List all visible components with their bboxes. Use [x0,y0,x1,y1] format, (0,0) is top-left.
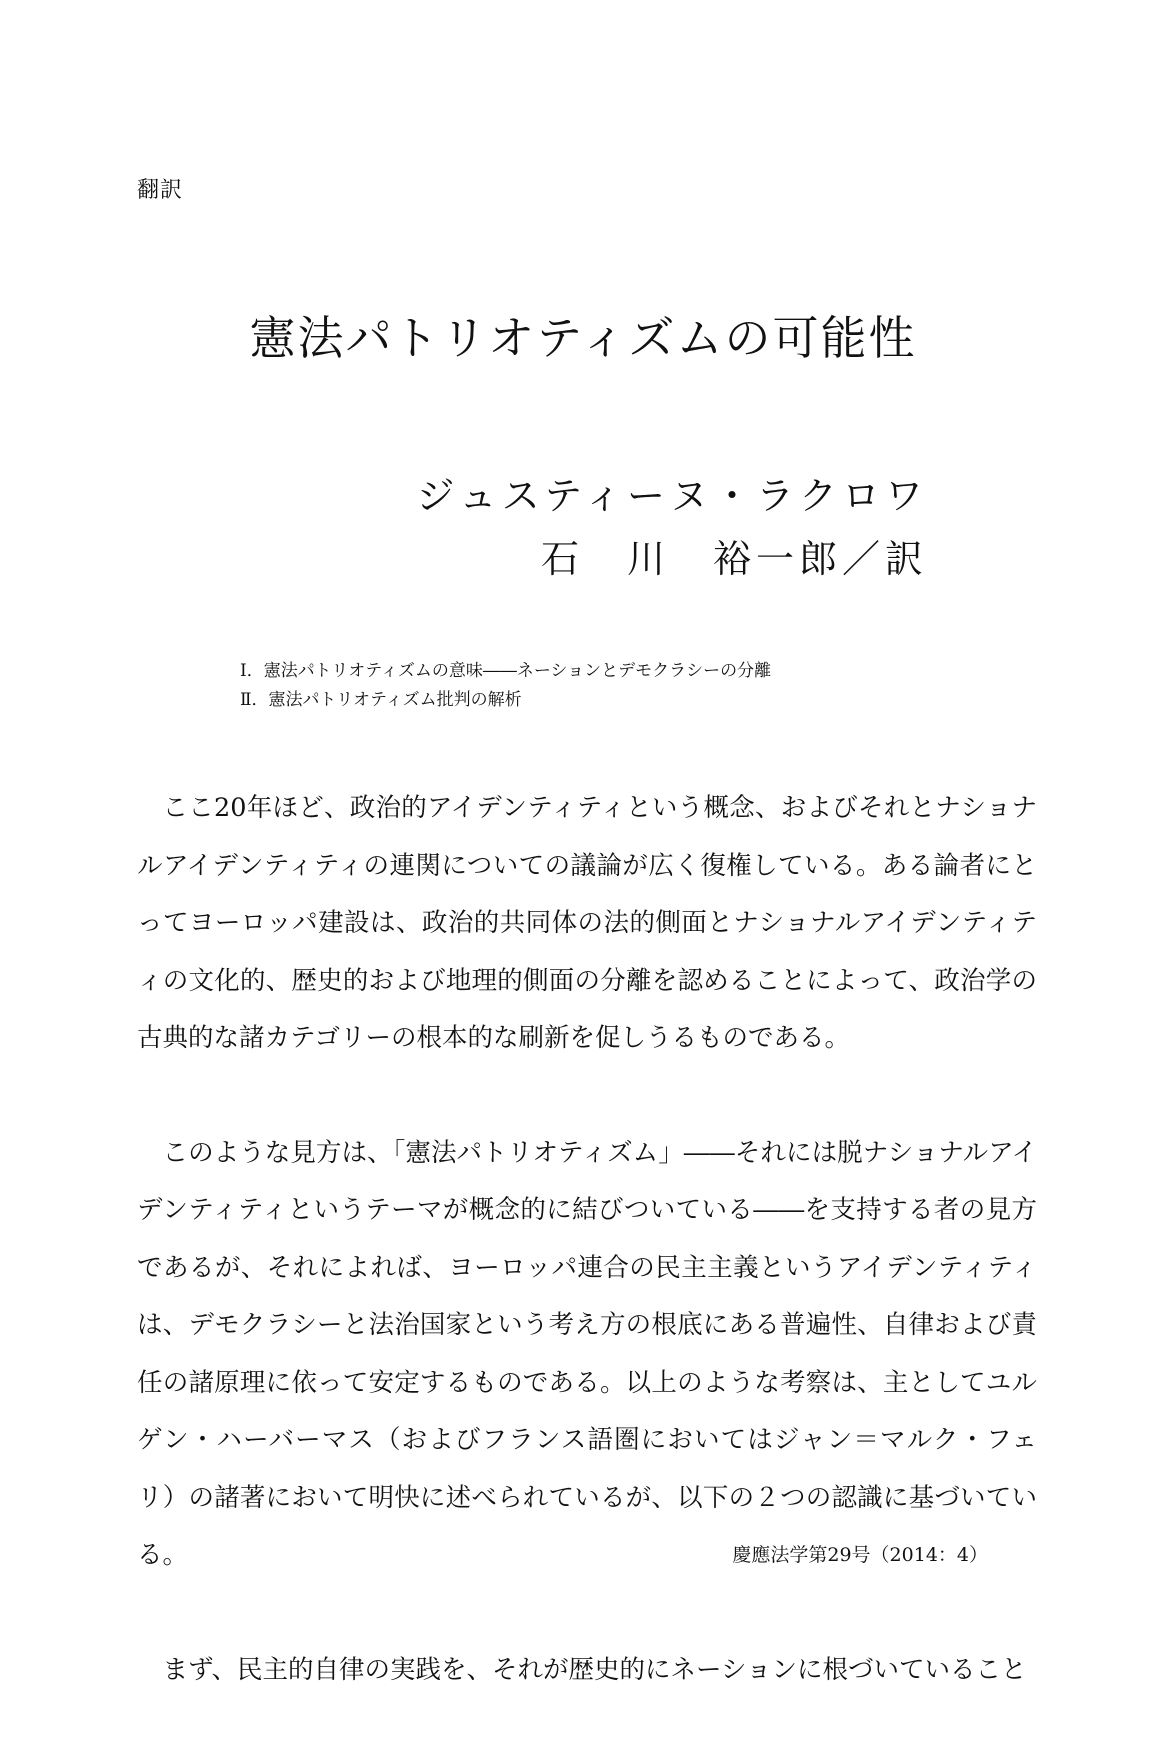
body-paragraph: このような見方は、「憲法パトリオティズム」――それには脱ナショナルアイデンティティというテーマが概念的に結びついている――を支持する者の見方であるが、それによれば、ヨーロッパ連合の民主主義というアイデンティティは、デモクラシーと法治国家という考え方の根底にある普遍性、自律および責任の諸原理に依って安定するものである。以上のような考察は、主としてユルゲン・ハーバーマス（およびフランス語圏においてはジャン＝マルク・フェリ）の諸著において明快に述べられているが、以下の２つの認識に基づいている。 [137,1137,1037,1570]
article-body [137,780,1037,1756]
toc-item: Ⅰ．憲法パトリオティズムの意味――ネーションとデモクラシーの分離 [240,661,772,681]
article-title: 憲法パトリオティズムの可能性 [249,311,917,365]
section-label: 翻訳 [137,178,184,203]
author-name: ジュスティーヌ・ラクロワ [416,474,928,518]
table-of-contents [240,657,771,715]
body-paragraph: ここ20年ほど、政治的アイデンティティという概念、およびそれとナショナルアイデンティティの連関についての議論が広く復権している。ある論者にとってヨーロッパ建設は、政治的共同体の法的側面とナショナルアイデンティティの文化的、歴史的および地理的側面の分離を認めることによって、政治学の古典的な諸カテゴリーの根本的な刷新を促しうるものである。 [137,793,1037,1053]
translator-name: 石 川 裕一郎／訳 [540,537,928,581]
body-paragraph: まず、民主的自律の実践を、それが歴史的にネーションに根づいていること [162,1654,1027,1685]
journal-footer: 慶應法学第29号（2014：4） [732,1544,988,1566]
toc-item: Ⅱ．憲法パトリオティズム批判の解析 [240,690,522,710]
